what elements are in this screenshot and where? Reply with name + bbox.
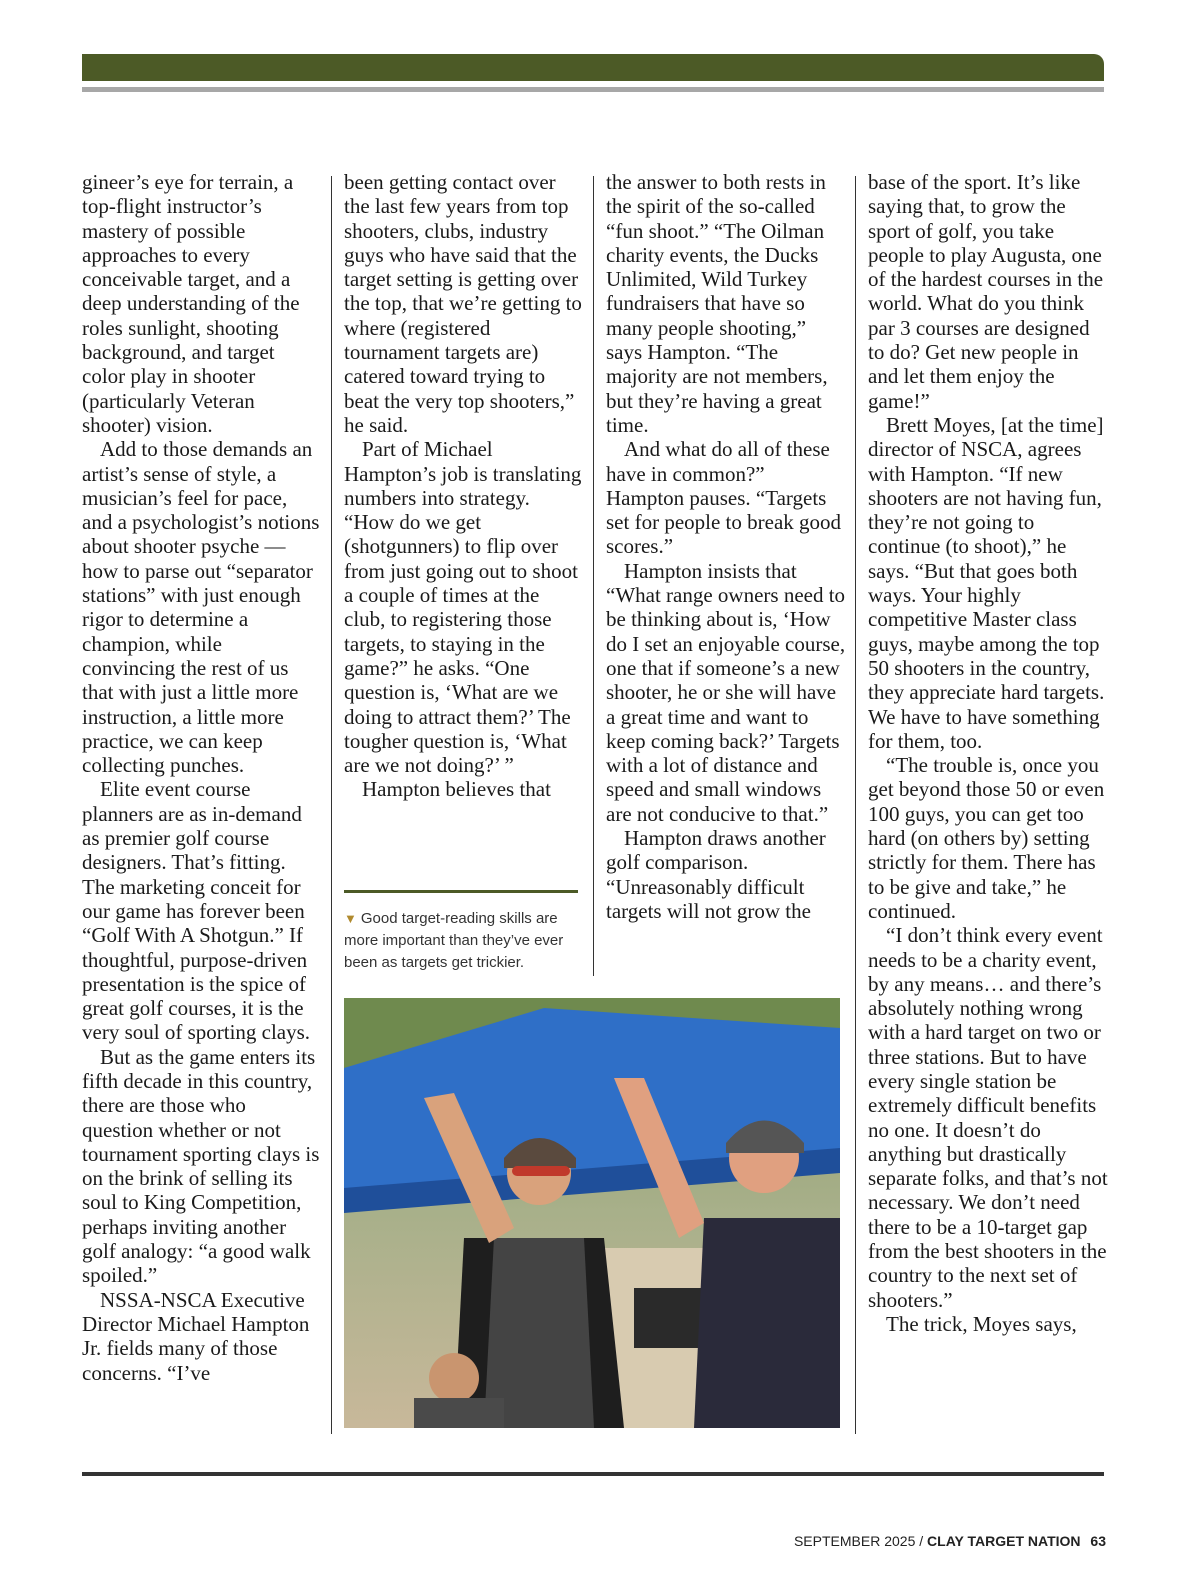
article-column-2 [344, 170, 582, 802]
paragraph: The trick, Moyes says, [886, 1311, 1077, 1336]
paragraph: Hampton insists that “What range owners need to be thinking about is, ‘How do I set an enjoyable course, one that if someone’s a new shooter, he or she will have a great time and want to keep coming back?’ Targets with a lot of distance and speed and small windows are not conducive to that.” [606, 558, 846, 826]
shooters-photo [344, 998, 840, 1428]
issue-date: SEPTEMBER 2025 / [793, 1533, 924, 1549]
shooters-photo-illustration [344, 998, 840, 1428]
paragraph: been getting contact over the last few years from top shooters, clubs, industry guys who have said that the target setting is getting over the top, that we’re getting to where (registered tournament targets are) catered toward trying to beat the very top shooters,” he said. [344, 170, 582, 437]
page-number: 63 [1090, 1533, 1106, 1549]
column-divider [855, 176, 856, 1434]
column-divider [593, 176, 594, 976]
paragraph: base of the sport. It’s like saying that, to grow the sport of golf, you take people to play Augusta, one of the hardest courses in the world. What do you think par 3 courses are designed to do? Get new people in and let them enjoy the game!” [868, 170, 1104, 413]
paragraph: “The trouble is, once you get beyond those 50 or even 100 guys, you can get too hard (on others by) setting strictly for them. There has to be give and take,” he continued. [868, 753, 1105, 923]
paragraph: Hampton draws another golf comparison. “Unreasonably difficult targets will not grow the [606, 826, 826, 923]
paragraph: gineer’s eye for terrain, a top-flight instructor’s mastery of possible approaches to every conceivable target, and a deep understanding of the roles sunlight, shooting background, and target color play in shooter (particularly Veteran shooter) vision. [82, 170, 300, 437]
caption-rule [344, 890, 578, 893]
article-column-1 [82, 170, 320, 1385]
column-divider [331, 176, 332, 1434]
header-rule [82, 87, 1104, 92]
header-bar [82, 54, 1104, 81]
paragraph: Part of Michael Hampton’s job is translating numbers into strategy. “How do we get (shotgunners) to flip over from just going out to shoot a couple of times at the club, to registering those targets, to staying in the game?” he asks. “One question is, ‘What are we doing to attract them?’ The tougher question is, ‘What are we not doing?’ ” [344, 437, 582, 778]
triangle-down-icon: ▼ [344, 911, 357, 926]
magazine-name: CLAY TARGET NATION [927, 1533, 1081, 1549]
article-column-3 [606, 170, 846, 923]
paragraph: Elite event course planners are as in-demand as premier golf course designers. That’s fitting. The marketing conceit for our game has forever been “Golf With A Shotgun.” If thoughtful, purpose-driven presentation is the spice of great golf courses, it is the very soul of sporting clays. [82, 777, 311, 1045]
caption-text: Good target-reading skills are more important than they’ve ever been as targets get trickier. [344, 910, 564, 971]
paragraph: Hampton believes that [362, 777, 551, 802]
paragraph: But as the game enters its fifth decade in this country, there are those who question whether or not tournament sporting clays is on the brink of selling its soul to King Competition, perhaps inviting another golf analogy: “a good walk spoiled.” [82, 1044, 320, 1288]
paragraph: NSSA-NSCA Executive Director Michael Hampton Jr. fields many of those concerns. “I’ve [82, 1287, 310, 1385]
photo-caption [344, 908, 584, 974]
page-footer [794, 1533, 1106, 1549]
paragraph: “I don’t think every event needs to be a charity event, by any means… and there’s absolutely nothing wrong with a hard target on two or three stations. But to have every single station be extremely difficult benefits no one. It doesn’t do anything but drastically separate folks, and that’s not necessary. We don’t need there to be a 10-target gap from the best shooters in the country to the next set of shooters.” [868, 923, 1108, 1312]
article-column-4 [868, 170, 1108, 1336]
footer-rule [82, 1472, 1104, 1476]
paragraph: Add to those demands an artist’s sense of style, a musician’s feel for pace, and a psychologist’s notions about shooter psyche — how to parse out “separator stations” with just enough rigor to determine a champion, while convincing the rest of us that with just a little more instruction, a little more practice, we can keep collecting punches. [82, 437, 320, 778]
paragraph: Brett Moyes, [at the time] director of NSCA, agrees with Hampton. “If new shooters are not having fun, they’re not going to continue (to shoot),” he says. “But that goes both ways. Your highly competitive Master class guys, maybe among the top 50 shooters in the country, they appreciate hard targets. We have to have something for them, too. [868, 412, 1105, 753]
paragraph: the answer to both rests in the spirit of the so-called “fun shoot.” “The Oilman charity events, the Ducks Unlimited, Wild Turkey fundraisers that have so many people shooting,” says Hampton. “The majority are not members, but they’re having a great time. [606, 170, 828, 437]
paragraph: And what do all of these have in common?” Hampton pauses. “Targets set for people to break good scores.” [606, 437, 842, 559]
